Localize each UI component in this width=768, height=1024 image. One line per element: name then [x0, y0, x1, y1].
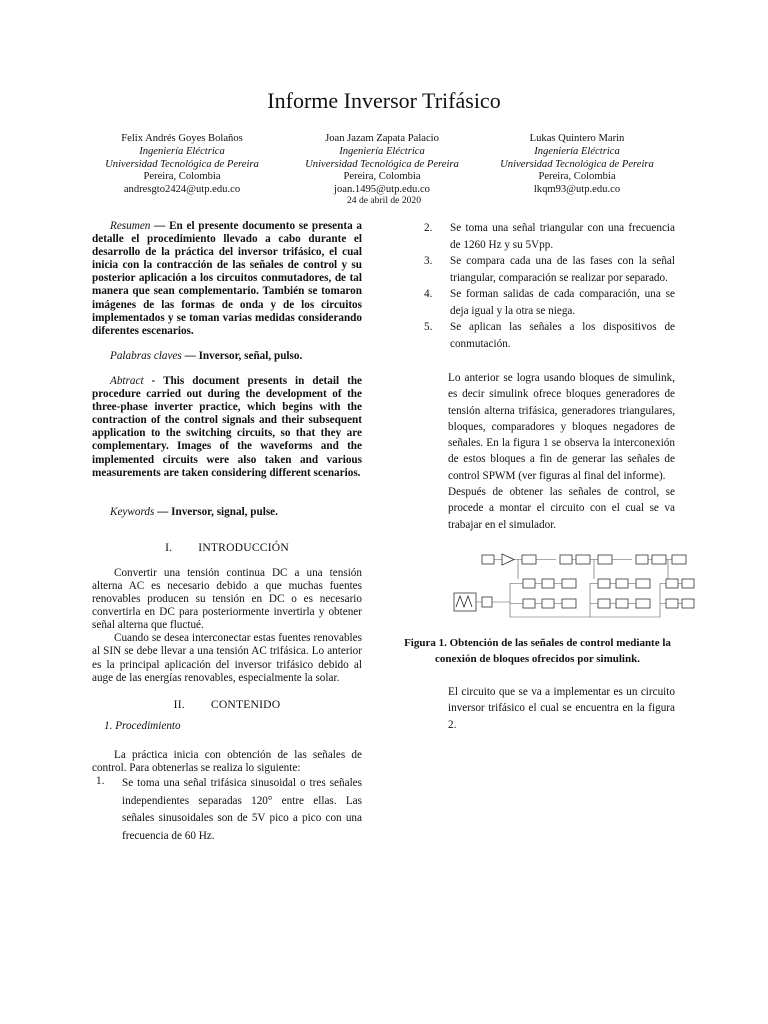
sine-source-block	[482, 555, 494, 564]
list-item	[92, 775, 362, 845]
simulink-block-diagram	[410, 549, 702, 627]
author-3	[477, 133, 677, 197]
output-block	[562, 579, 576, 588]
product-block	[598, 579, 610, 588]
palabras-text: Inversor, señal, pulso.	[198, 349, 303, 362]
steps-list-right	[420, 220, 675, 352]
list-number: 3.	[424, 255, 433, 267]
relay-block	[522, 555, 536, 564]
right-paragraph-2: Después de obtener las señales de control, se procede a montar el circuito con el cual se va trabajar en el simulador.	[448, 486, 675, 531]
list-text: Se toma una señal triangular con una frecuencia de 1260 Hz y su 5Vpp.	[450, 222, 675, 251]
abstract-label: Abtract	[110, 374, 144, 387]
paper-date: 24 de abril de 2020	[346, 195, 422, 206]
switch-block	[542, 579, 554, 588]
section-heading-contenido	[92, 698, 362, 711]
product-block	[523, 579, 535, 588]
author-city: Pereira, Colombia	[343, 171, 421, 183]
author-dept: Ingeniería Eléctrica	[339, 145, 425, 157]
list-number: 5.	[424, 321, 433, 333]
list-text: Se compara cada una de las fases con la señal triangular, comparación se realizar por separado.	[450, 255, 675, 284]
compare-block	[666, 599, 678, 608]
author-email: andresgto2424@utp.edu.co	[123, 184, 241, 196]
keywords-text: Inversor, signal, pulse.	[171, 505, 278, 518]
list-number: 4.	[424, 288, 433, 300]
list-text: Se toma una señal trifásica sinusoidal o tres señales independientes separadas 120° entre ellas. Las señales sinusoidales son de 5V pico a pico con una frecuencia de 60 Hz.	[122, 777, 362, 842]
list-text: Se aplican las señales a los dispositivos de conmutación.	[450, 321, 675, 350]
output-block	[562, 599, 576, 608]
palabras-separator: —	[181, 349, 199, 362]
switch-block	[682, 579, 694, 588]
relay-block	[598, 555, 612, 564]
author-dept: Ingeniería Eléctrica	[534, 145, 620, 157]
palabras-label: Palabras claves	[110, 349, 182, 362]
figure-1-caption: Figura 1. Obtención de las señales de control mediante la conexión de bloques ofrecidos por simulink.	[404, 636, 671, 666]
compare-block	[598, 599, 610, 608]
author-email: lkqm93@utp.edu.co	[533, 184, 621, 196]
keywords-paragraph	[92, 506, 362, 519]
resumen-paragraph	[92, 220, 362, 338]
compare-block	[523, 599, 535, 608]
right-text-block-2	[420, 684, 675, 733]
intro-paragraph-1: Convertir una tensión continua DC a una tensión alterna AC es necesario debido a que muchas fuentes renovables producen su tensión en DC o es necesario convertirla en DC para posteriormente invertirla y obtener señal alterna que fluctué.	[92, 566, 362, 632]
triangle-source-block	[454, 593, 476, 611]
resumen-text: En el presente documento se presenta a detalle el procedimiento llevado a cabo durante el desarrollo de la práctica del inversor trifásico, el cual inicia con la contracción de las señales de control y su posterior aplicación a los circuitos conmutadores, de tal manera que sean complementario. También se tomaron imágenes de las formas de onda y de los circuitos implementados y se toman varias medidas considerando diferentes escenarios.	[92, 220, 362, 337]
author-name: Lukas Quintero Marin	[529, 133, 625, 144]
list-item	[420, 253, 675, 286]
scope-block	[482, 597, 492, 607]
author-name: Felix Andrés Goyes Bolaños	[121, 133, 243, 144]
sine-source-block	[636, 555, 648, 564]
section-number: I.	[165, 540, 173, 554]
steps-list-left	[92, 775, 362, 845]
list-number: 1.	[96, 775, 105, 788]
right-column	[404, 220, 675, 733]
list-text: Se forman salidas de cada comparación, una se deja igual y la otra se niega.	[450, 288, 675, 317]
section-number: II.	[173, 697, 185, 711]
resumen-label: Resumen	[110, 220, 151, 232]
keywords-label: Keywords	[110, 505, 155, 518]
author-email: joan.1495@utp.edu.co	[334, 184, 430, 196]
output-block	[636, 599, 650, 608]
author-univ: Universidad Tecnológica de Pereira	[105, 158, 259, 170]
section-title: INTRODUCCIÓN	[198, 540, 289, 554]
not-block	[616, 599, 628, 608]
abstract-paragraph	[92, 375, 362, 480]
palabras-paragraph	[92, 350, 362, 363]
figure-1-simulink-diagram	[410, 549, 702, 627]
section-title: CONTENIDO	[210, 697, 281, 711]
author-1	[82, 133, 282, 197]
sine-source-block	[560, 555, 572, 564]
gain-block	[502, 554, 514, 565]
intro-paragraph-2: Cuando se desea interconectar estas fuentes renovables al SIN se debe llevar a una tensión AC trifásica. Lo anterior es la principal aplicación del inversor trifásico debido al auge de las energías renovables, especialmente la solar.	[92, 632, 362, 684]
author-univ: Universidad Tecnológica de Pereira	[305, 158, 459, 170]
author-2	[282, 133, 482, 197]
left-column	[92, 220, 362, 845]
section-heading-intro	[92, 541, 362, 554]
author-dept: Ingeniería Eléctrica	[139, 145, 225, 157]
author-name: Joan Jazam Zapata Palacio	[325, 133, 439, 144]
right-text-block	[420, 370, 675, 533]
output-block	[636, 579, 650, 588]
list-item	[420, 319, 675, 352]
paper-title: Informe Inversor Trifásico	[267, 88, 501, 113]
list-item	[420, 286, 675, 319]
resumen-separator: —	[150, 220, 170, 232]
abstract-separator: -	[143, 374, 164, 387]
relay-block	[672, 555, 686, 564]
right-paragraph-3: El circuito que se va a implementar es un circuito inversor trifásico el cual se encuentra en la figura 2.	[448, 685, 675, 731]
compare-block	[652, 555, 666, 564]
list-item	[420, 220, 675, 253]
procedure-paragraph: La práctica inicia con obtención de las señales de control. Para obtenerlas se realiza lo siguiente:	[92, 748, 362, 774]
not-block	[542, 599, 554, 608]
keywords-separator: —	[154, 505, 172, 518]
author-city: Pereira, Colombia	[143, 171, 221, 183]
author-city: Pereira, Colombia	[538, 171, 616, 183]
product-block	[666, 579, 678, 588]
not-block	[682, 599, 694, 608]
abstract-text: This document presents in detail the procedure carried out during the development of the three-phase inverter practice, which begins with the contraction of the control signals and their subsequent application to the switching circuits, so that they are complementary. Images of the waveforms and the implemented circuits were also taken and various measurements are taken considering different scenarios.	[92, 374, 363, 479]
right-paragraph-1-text: Lo anterior se logra usando bloques de simulink, es decir simulink ofrece bloques generadores de tensión alterna trifásica, generadores triangulares, bloques, comparadores y bloques negadores de señales. En la figura 1 se observa la interconexión de estos bloques a fin de generar las señales de control SPWM (ver figuras al final del informe).	[448, 372, 675, 482]
subsection-procedimiento: 1. Procedimiento	[104, 719, 181, 732]
switch-block	[616, 579, 628, 588]
author-univ: Universidad Tecnológica de Pereira	[500, 158, 654, 170]
list-number: 2.	[424, 222, 433, 234]
right-paragraph-1	[448, 370, 675, 484]
compare-block	[576, 555, 590, 564]
